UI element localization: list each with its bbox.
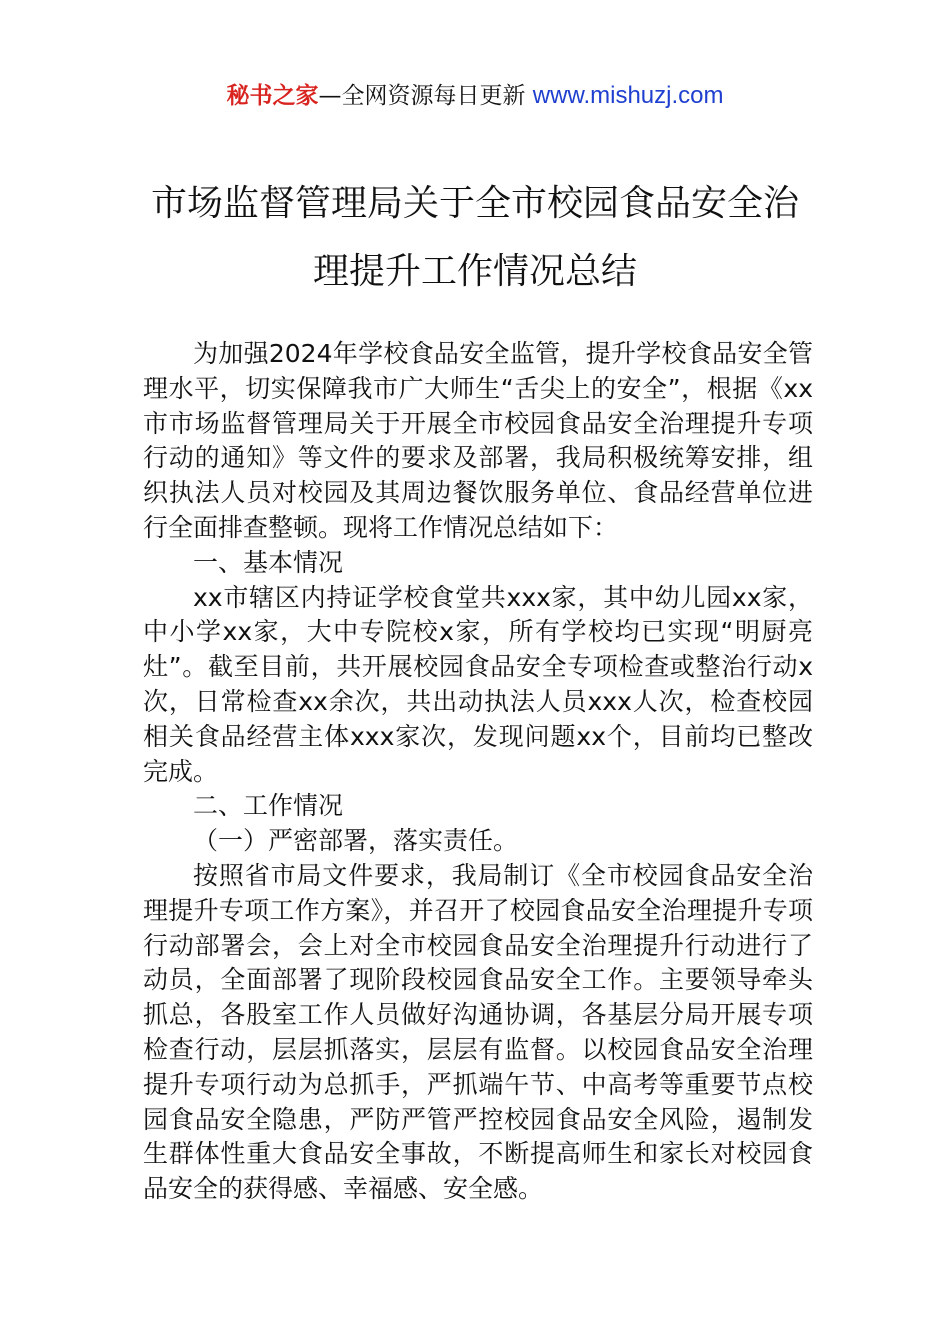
section-heading-work-situation: 二、工作情况	[193, 791, 344, 821]
document-title	[0, 170, 950, 306]
header-tagline: —全网资源每日更新	[318, 83, 526, 109]
basic-situation-paragraph: xx市辖区内持证学校食堂共xxx家，其中幼儿园xx家，中小学xx家，大中专院校x家，所有学校均已实现“明厨亮灶”。截至目前，共开展校园食品安全专项检查或整治行动x次，日常检查xx余次，共出动执法人员xxx人次，检查校园相关食品经营主体xxx家次，发现问题xx个，目前均已整改完成。	[143, 582, 813, 786]
subsection-heading-deployment: （一）严密部署，落实责任。	[193, 826, 519, 856]
title-line-1: 市场监督管理局关于全市校园食品安全治	[150, 183, 799, 224]
title-line-2: 理提升工作情况总结	[312, 251, 637, 292]
site-url-link[interactable]: www.mishuzj.com	[532, 82, 724, 109]
intro-paragraph: 为加强2024年学校食品安全监管，提升学校食品安全管理水平，切实保障我市广大师生“舌尖上的安全”，根据《xx市市场监督管理局关于开展全市校园食品安全治理提升专项行动的通知》等文件的要求及部署，我局积极统筹安排，组织执法人员对校园及其周边餐饮服务单位、食品经营单位进行全面排查整顿。现将工作情况总结如下：	[143, 339, 813, 542]
brand-name: 秘书之家	[226, 83, 319, 109]
section-heading-basic-situation: 一、基本情况	[193, 547, 344, 577]
site-header	[0, 80, 950, 112]
deployment-paragraph: 按照省市局文件要求，我局制订《全市校园食品安全治理提升专项工作方案》，并召开了校园食品安全治理提升专项行动部署会，会上对全市校园食品安全治理提升行动进行了动员，全面部署了现阶段校园食品安全工作。主要领导牵头抓总，各股室工作人员做好沟通协调，各基层分局开展专项检查行动，层层抓落实，层层有监督。以校园食品安全治理提升专项行动为总抓手，严抓端午节、中高考等重要节点校园食品安全隐患，严防严管严控校园食品安全风险，遏制发生群体性重大食品安全事故，不断提高师生和家长对校园食品安全的获得感、幸福感、安全感。	[143, 860, 813, 1204]
document-body	[143, 337, 813, 1207]
